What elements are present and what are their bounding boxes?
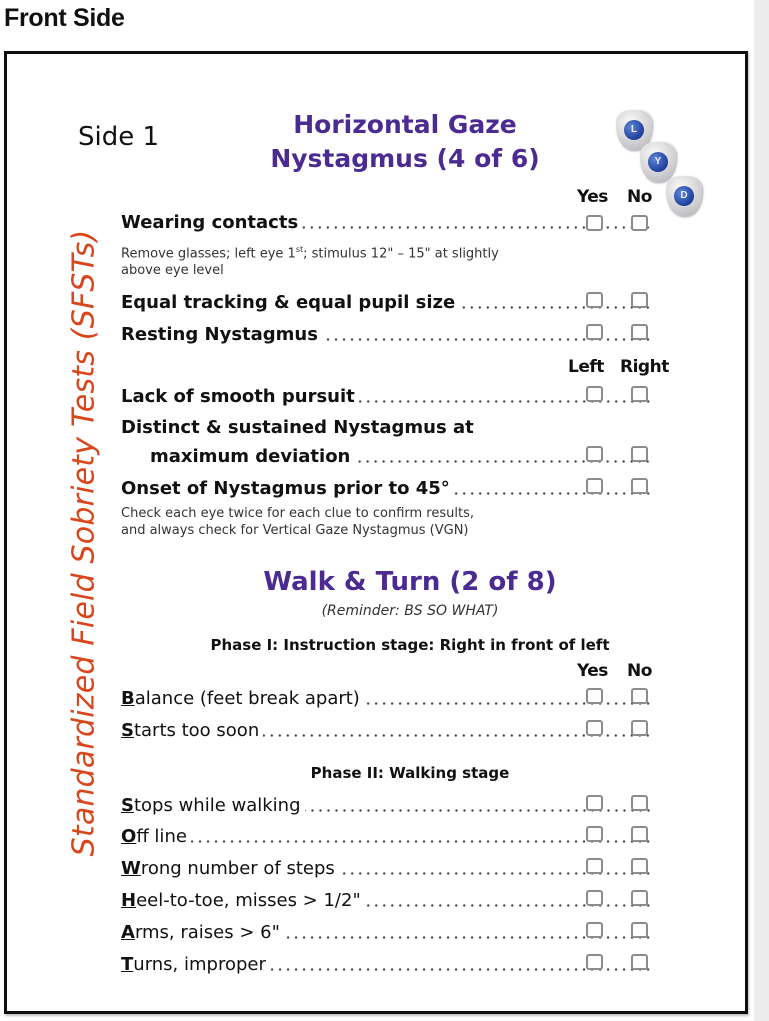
checkbox-yes[interactable] xyxy=(586,215,603,231)
checkbox-yes[interactable] xyxy=(586,324,603,340)
checkbox-no[interactable] xyxy=(631,795,648,811)
row-label: Turns, improper xyxy=(121,954,266,975)
badge-letter: Y xyxy=(648,152,668,172)
hgn-row-onset-45 xyxy=(121,474,656,500)
checkbox-no[interactable] xyxy=(631,324,648,340)
row-label: Stops while walking xyxy=(121,795,301,816)
hgn-row-max-deviation xyxy=(150,442,656,468)
wt-row-starts-too-soon xyxy=(121,716,656,742)
side-label: Side 1 xyxy=(78,122,160,152)
hgn-row-equal-tracking xyxy=(121,288,656,314)
col-yes: Yes xyxy=(577,661,608,681)
note-contacts: Remove glasses; left eye 1st; stimulus 12" – 15" at slightly above eye level xyxy=(121,245,499,279)
hgn-row-smooth-pursuit xyxy=(121,382,656,408)
wt-row-off-line xyxy=(121,822,656,848)
checkbox-no[interactable] xyxy=(631,858,648,874)
checkbox-no[interactable] xyxy=(631,215,648,231)
checkbox-no[interactable] xyxy=(631,688,648,704)
wt-row-arms-raised xyxy=(121,918,656,944)
checkbox-no[interactable] xyxy=(631,890,648,906)
row-label: Distinct & sustained Nystagmus at xyxy=(121,417,474,438)
hgn-row-wearing-contacts xyxy=(121,208,656,234)
wt-row-balance xyxy=(121,684,656,710)
row-label: Balance (feet break apart) xyxy=(121,688,360,709)
badge-letter: L xyxy=(624,120,644,140)
checkbox-right[interactable] xyxy=(631,478,648,494)
col-no: No xyxy=(627,187,652,207)
row-label: maximum deviation xyxy=(150,446,351,467)
row-label: Off line xyxy=(121,826,187,847)
page-title: Front Side xyxy=(4,4,125,32)
walk-turn-reminder: (Reminder: BS SO WHAT) xyxy=(321,603,499,619)
hgn-title-line2: Nystagmus (4 of 6) xyxy=(270,144,540,173)
checkbox-no[interactable] xyxy=(631,720,648,736)
checkbox-right[interactable] xyxy=(631,446,648,462)
checkbox-left[interactable] xyxy=(586,386,603,402)
checkbox-no[interactable] xyxy=(631,826,648,842)
row-label: Resting Nystagmus xyxy=(121,324,318,345)
row-label: Wrong number of steps xyxy=(121,858,335,879)
phase1-heading: Phase I: Instruction stage: Right in front of left xyxy=(210,636,610,654)
row-label: Wearing contacts xyxy=(121,212,299,233)
wt-row-heel-to-toe xyxy=(121,886,656,912)
wt-row-turns-improper xyxy=(121,950,656,976)
checkbox-yes[interactable] xyxy=(586,292,603,308)
row-label: Lack of smooth pursuit xyxy=(121,386,355,407)
vertical-title: Standardized Field Sobriety Tests (SFSTs) xyxy=(66,229,102,857)
col-yes: Yes xyxy=(577,187,608,207)
badge-icon xyxy=(640,142,676,182)
phase2-heading: Phase II: Walking stage xyxy=(310,764,510,782)
note-check-each-eye: Check each eye twice for each clue to confirm results, and always check for Vertical Gaze Nystagmus (VGN) xyxy=(121,506,474,538)
checkbox-yes[interactable] xyxy=(586,688,603,704)
dot-leader xyxy=(454,492,652,495)
hgn-row-distinct-line1 xyxy=(121,413,656,439)
checkbox-yes[interactable] xyxy=(586,858,603,874)
dot-leader xyxy=(365,904,652,907)
walk-turn-title: Walk & Turn (2 of 8) xyxy=(263,567,557,597)
wt-row-wrong-steps xyxy=(121,854,656,880)
checkbox-yes[interactable] xyxy=(586,890,603,906)
hgn-title-line1: Horizontal Gaze xyxy=(293,110,517,139)
col-left: Left xyxy=(568,357,604,377)
row-label: Heel-to-toe, misses > 1/2" xyxy=(121,890,361,911)
dot-leader xyxy=(339,872,652,875)
dot-leader xyxy=(459,306,652,309)
dot-leader xyxy=(359,400,652,403)
wt-row-stops-walking xyxy=(121,791,656,817)
row-label: Starts too soon xyxy=(121,720,260,741)
badge-icon xyxy=(666,176,702,216)
row-label: Equal tracking & equal pupil size xyxy=(121,292,456,313)
dot-leader xyxy=(364,702,652,705)
row-label: Onset of Nystagmus prior to 45° xyxy=(121,478,450,499)
dot-leader xyxy=(191,840,652,843)
row-label: Arms, raises > 6" xyxy=(121,922,280,943)
hgn-row-resting-nystagmus xyxy=(121,320,656,346)
checkbox-yes[interactable] xyxy=(586,795,603,811)
checkbox-yes[interactable] xyxy=(586,720,603,736)
checkbox-yes[interactable] xyxy=(586,922,603,938)
checkbox-yes[interactable] xyxy=(586,826,603,842)
col-right: Right xyxy=(620,357,669,377)
badge-letter: D xyxy=(674,186,694,206)
col-no: No xyxy=(627,661,652,681)
checkbox-no[interactable] xyxy=(631,954,648,970)
checkbox-no[interactable] xyxy=(631,292,648,308)
dot-leader xyxy=(354,460,652,463)
checkbox-no[interactable] xyxy=(631,922,648,938)
checkbox-left[interactable] xyxy=(586,446,603,462)
checkbox-yes[interactable] xyxy=(586,954,603,970)
checkbox-right[interactable] xyxy=(631,386,648,402)
hgn-title xyxy=(220,108,590,176)
checkbox-left[interactable] xyxy=(586,478,603,494)
